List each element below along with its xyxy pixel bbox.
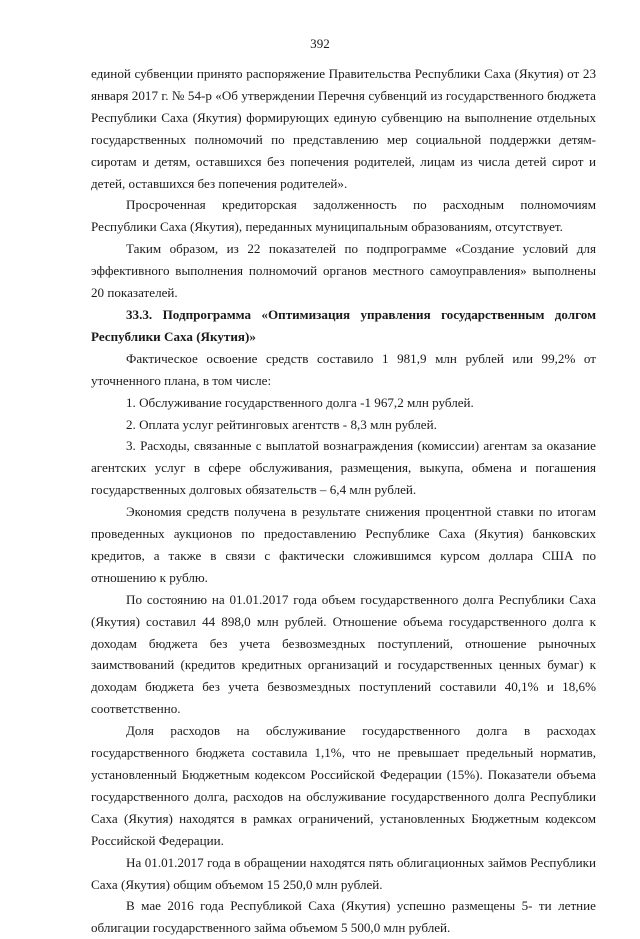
paragraph: Фактическое освоение средств составило 1 981,9 млн рублей или 99,2% от уточненного плана, в том числе: [91, 350, 596, 388]
paragraph: Просроченная кредиторская задолженность по расходным полномочиям Республики Саха (Якутия), переданных муниципальным образованиям, отсутствует. [91, 197, 596, 235]
page-number: 392 [310, 36, 330, 51]
paragraph: По состоянию на 01.01.2017 года объем государственного долга Республики Саха (Якутия) составил 44 898,0 млн рублей. Отношение объема государственного долга к доходам бюджета без учета безвозмездных поступлений, отношение рыночных заимствований (кредитов кредитных организаций и государственных ценных бумаг) к доходам бюджета без учета безвозмездных поступлений составили 40,1% и 18,6% соответственно. [91, 591, 596, 717]
list-item: 3. Расходы, связанные с выплатой вознаграждения (комиссии) агентам за оказание агентских услуг в сфере обслуживания, размещения, выкупа, обмена и погашения государственных долговых обязательств – 6,4 млн рублей. [91, 438, 596, 498]
paragraph: Таким образом, из 22 показателей по подпрограмме «Создание условий для эффективного выполнения полномочий органов местного самоуправления» выполнены 20 показателей. [91, 241, 596, 301]
paragraph: Экономия средств получена в результате снижения процентной ставки по итогам проведенных аукционов по предоставлению Республике Саха (Якутия) банковских кредитов, а также в связи с фактически сложившимся курсом доллара США по отношению к рублю. [91, 504, 596, 585]
section-heading [91, 304, 596, 348]
paragraph: В мае 2016 года Республикой Саха (Якутия) успешно размещены 5- ти летние облигации государственного займа объемом 5 500,0 млн рублей. [91, 898, 596, 936]
paragraph: единой субвенции принято распоряжение Правительства Республики Саха (Якутия) от 23 января 2017 г. № 54-р «Об утверждении Перечня субвенций из государственного бюджета Республики Саха (Якутия) формирующих единую субвенцию на выполнение отдельных государственных полномочий по представлению мер социальной поддержки детям-сиротам и детям, оставшихся без попечения родителей, лицам из числа детей сирот и детей, оставшихся без попечения родителей». [91, 66, 596, 191]
page-content [91, 63, 596, 939]
list-item: 1. Обслуживание государственного долга -1 967,2 млн рублей. [126, 394, 474, 410]
paragraph: Доля расходов на обслуживание государственного долга в расходах государственного бюджета составила 1,1%, что не превышает предельный норматив, установленный Бюджетным кодексом Российской Федерации (15%). Показатели объема государственного долга, расходов на обслуживание государственного долга Республики Саха (Якутия) находятся в рамках ограничений, установленных Бюджетным кодексом Российской Федерации. [91, 723, 596, 848]
list-item: 2. Оплата услуг рейтинговых агентств - 8,3 млн рублей. [126, 416, 437, 432]
paragraph: На 01.01.2017 года в обращении находятся пять облигационных займов Республики Саха (Якутия) общим объемом 15 250,0 млн рублей. [91, 854, 596, 892]
section-title: Подпрограмма «Оптимизация управления государственным долгом Республики Саха (Якутия)» [91, 306, 596, 344]
section-number: 33.3. [126, 306, 153, 322]
